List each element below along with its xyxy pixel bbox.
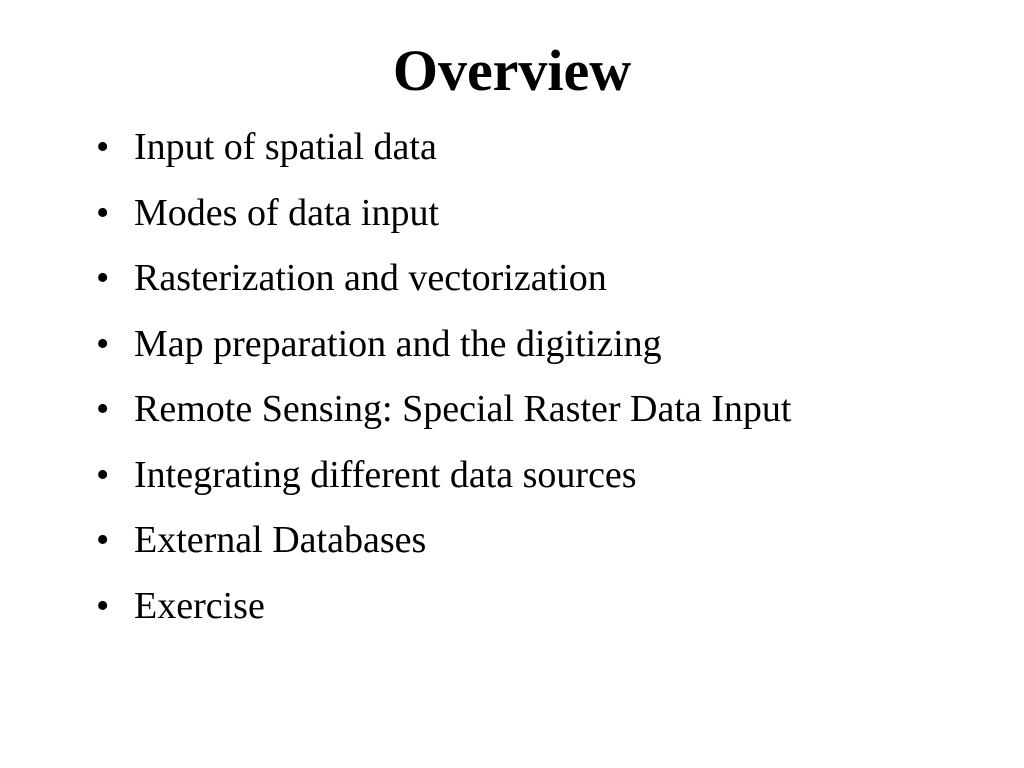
bullet-text: Map preparation and the digitizing [134,322,662,365]
bullet-item [96,182,996,248]
bullet-dot-icon: • [96,257,110,299]
bullet-text: Modes of data input [134,191,440,234]
bullet-text: Rasterization and vectorization [134,257,607,299]
bullet-item [96,247,996,313]
bullet-text: Input of spatial data [134,126,437,168]
bullet-item [96,575,996,641]
bullet-text: Remote Sensing: Special Raster Data Input [134,388,792,430]
bullet-item [96,378,996,444]
bullet-item [96,444,996,510]
bullet-dot-icon: • [96,322,110,365]
slide-title: Overview [392,38,632,103]
bullet-dot-icon: • [96,453,110,496]
bullet-list [96,116,996,640]
bullet-text: Exercise [134,584,265,627]
bullet-text: Integrating different data sources [134,453,637,496]
bullet-dot-icon: • [96,519,110,561]
bullet-dot-icon: • [96,191,110,234]
bullet-item [96,116,996,182]
bullet-text: External Databases [134,519,427,561]
bullet-dot-icon: • [96,388,110,430]
bullet-dot-icon: • [96,126,110,168]
bullet-item [96,509,996,575]
bullet-dot-icon: • [96,584,110,627]
bullet-item [96,313,996,379]
